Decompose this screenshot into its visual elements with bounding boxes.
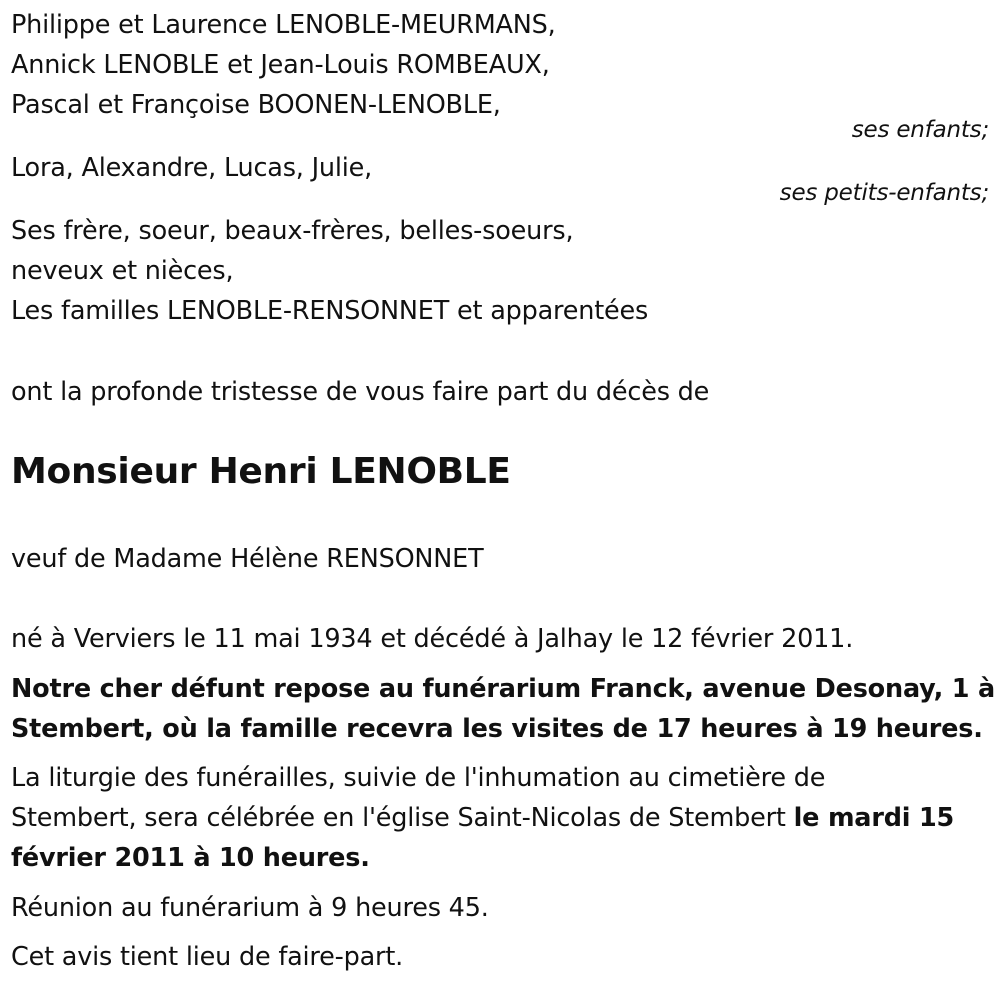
announcement-text: ont la profonde tristesse de vous faire part du décès de — [11, 377, 710, 407]
children-line-3: Pascal et Françoise BOONEN-LENOBLE, — [11, 90, 501, 120]
funeral-home-line-1: Notre cher défunt repose au funérarium Franck, avenue Desonay, 1 à — [11, 674, 996, 704]
liturgy-date-part-1: le mardi 15 — [793, 803, 955, 833]
children-line-2: Annick LENOBLE et Jean-Louis ROMBEAUX, — [11, 50, 550, 80]
grandchildren-line: Lora, Alexandre, Lucas, Julie, — [11, 153, 373, 183]
grandchildren-label: ses petits-enfants; — [779, 180, 989, 206]
relatives-line-2: neveux et nièces, — [11, 256, 234, 286]
liturgy-date-part-2: février 2011 à 10 heures. — [11, 843, 370, 873]
liturgy-line-2-regular: Stembert, sera célébrée en l'église Saint-Nicolas de Stembert — [11, 803, 794, 833]
deceased-name: Monsieur Henri LENOBLE — [11, 451, 511, 492]
spouse-line: veuf de Madame Hélène RENSONNET — [11, 544, 484, 574]
children-label: ses enfants; — [851, 117, 989, 143]
liturgy-line-2 — [11, 803, 954, 833]
relatives-line-3: Les familles LENOBLE-RENSONNET et apparentées — [11, 296, 649, 326]
funeral-home-line-2: Stembert, où la famille recevra les visites de 17 heures à 19 heures. — [11, 714, 983, 744]
notice-line: Cet avis tient lieu de faire-part. — [11, 942, 404, 972]
liturgy-line-1: La liturgie des funérailles, suivie de l'inhumation au cimetière de — [11, 763, 826, 793]
children-line-1: Philippe et Laurence LENOBLE-MEURMANS, — [11, 10, 556, 40]
meeting-line: Réunion au funérarium à 9 heures 45. — [11, 893, 489, 923]
birth-death-line: né à Verviers le 11 mai 1934 et décédé à Jalhay le 12 février 2011. — [11, 624, 854, 654]
relatives-line-1: Ses frère, soeur, beaux-frères, belles-soeurs, — [11, 216, 574, 246]
